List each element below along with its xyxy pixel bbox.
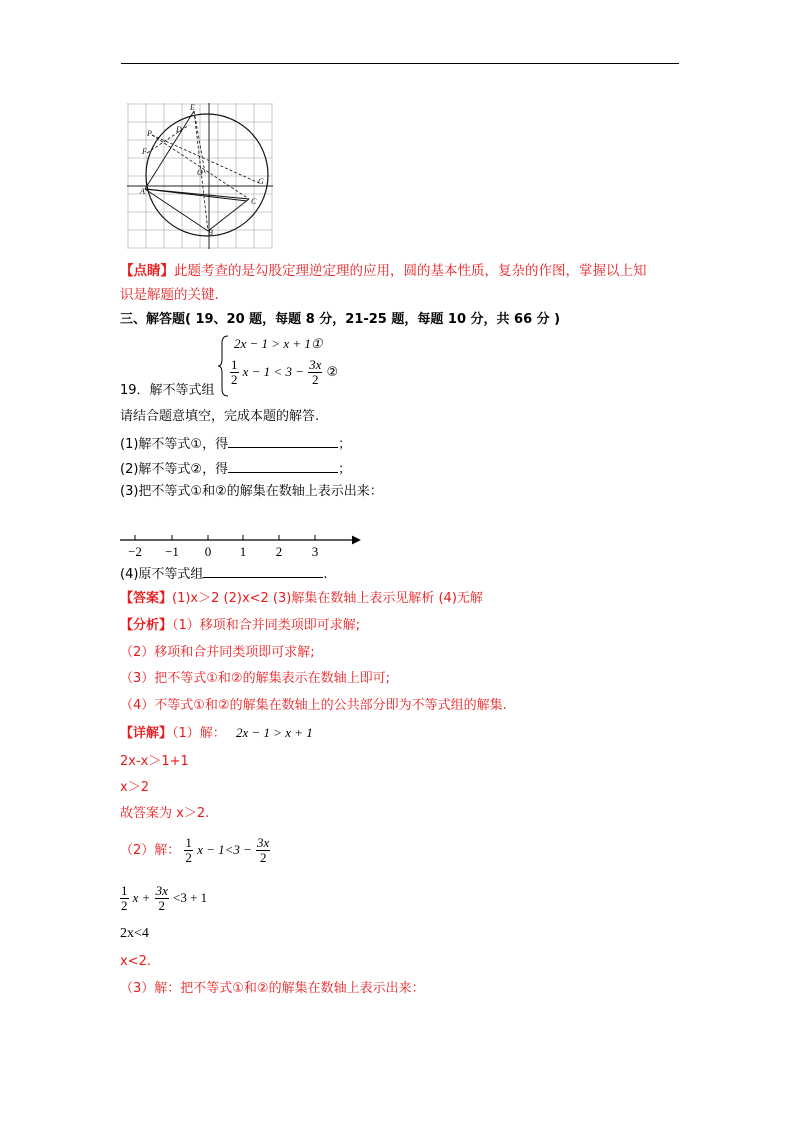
inequality-1: 2x − 1 > x + 1① [234,336,323,351]
question-1: (1)解不等式①，得 ； [120,433,351,454]
comment-line-2: 识是解题的关键. [120,287,219,303]
tick-label: 2 [275,544,283,559]
inequality-2 [230,358,338,387]
detail-expr-2: x − 1<3 − [197,842,252,857]
detail-line-1: 【详解】（1）解： 2x − 1 > x + 1 [120,725,313,741]
tick-label: 0 [204,544,212,559]
brace-icon [218,335,230,397]
circle-grid-figure [127,103,273,249]
inequality-system [218,334,358,398]
detail-step-5: 2x<4 [120,926,149,941]
instruction-text: 请结合题意填空，完成本题的解答. [120,409,320,424]
tick-label: −2 [128,544,142,559]
tick-label: −1 [165,544,179,559]
answer-tag: 【答案】 [120,591,173,606]
analysis-line-2: （2）移项和合并同类项即可求解; [120,645,315,660]
label-d: D [176,125,182,134]
question-3: (3)把不等式①和②的解集在数轴上表示出来： [120,484,383,499]
frac-3x-den: 2 [312,372,319,387]
detail-line-2: （2）解： $\frac{1}{2}$ x − 1<3 − $\frac{3x}{2}$ [120,835,270,865]
question-2: (2)解不等式②，得 ； [120,458,351,479]
frac-half-num: 1 [231,357,238,372]
detail-tag: 【详解】 [120,726,173,741]
label-a: A [140,187,145,196]
blank-4[interactable] [203,563,323,578]
label-f: F [142,147,147,156]
answer-text: (1)x＞2 (2)x<2 (3)解集在数轴上表示见解析 (4)无解 [172,591,483,606]
question-4: (4)原不等式组 . [120,563,328,584]
circled-2: ② [326,365,339,380]
detail-expr-1: 2x − 1 > x + 1 [235,725,313,740]
comment-text-1: 此题考查的是勾股定理逆定理的应用，圆的基本性质，复杂的作图，掌握以上知 [174,263,647,279]
blank-2[interactable] [228,458,338,473]
tick-label: 3 [311,544,319,559]
label-g: G [258,177,264,186]
label-e: E [190,103,195,112]
blank-1[interactable] [228,433,338,448]
frac-3x-num: 3x [309,357,322,372]
label-o: O [197,168,203,177]
detail-step-1: 2x-x＞1+1 [120,754,189,769]
section-heading: 三、解答题( 19、20 题，每题 8 分，21-25 题，每题 10 分，共 66 分 ) [120,312,561,327]
frac-half-den: 2 [231,372,238,387]
problem-number-label: 19．解不等式组 [120,383,215,398]
answer-line [120,590,483,608]
analysis-line-4: （4）不等式①和②的解集在数轴上的公共部分即为不等式组的解集. [120,698,507,713]
header-rule [121,63,679,64]
ineq2-tail: x − 1 < 3 − [242,364,304,379]
tick-label: 1 [239,544,247,559]
analysis-line-3: （3）把不等式①和②的解集表示在数轴上即可; [120,671,390,686]
label-c: C [251,197,257,206]
detail-step-4: $\frac{1}{2}$ x + $\frac{3x}{2}$ <3 + 1 [121,883,208,913]
detail-step-7: （3）解：把不等式①和②的解集在数轴上表示出来： [120,981,425,996]
detail-step-6: x<2. [120,954,151,969]
analysis-tag: 【分析】 [120,618,173,633]
comment-tag: 【点睛】 [120,263,174,279]
comment-line-1 [120,262,647,280]
detail-step-3: 故答案为 x＞2. [120,806,210,821]
label-b: B [208,228,213,237]
analysis-line-1: 【分析】（1）移项和合并同类项即可求解; [120,618,361,633]
detail-step-2: x＞2 [120,780,149,795]
label-p: P [147,129,152,138]
number-line [118,530,368,560]
